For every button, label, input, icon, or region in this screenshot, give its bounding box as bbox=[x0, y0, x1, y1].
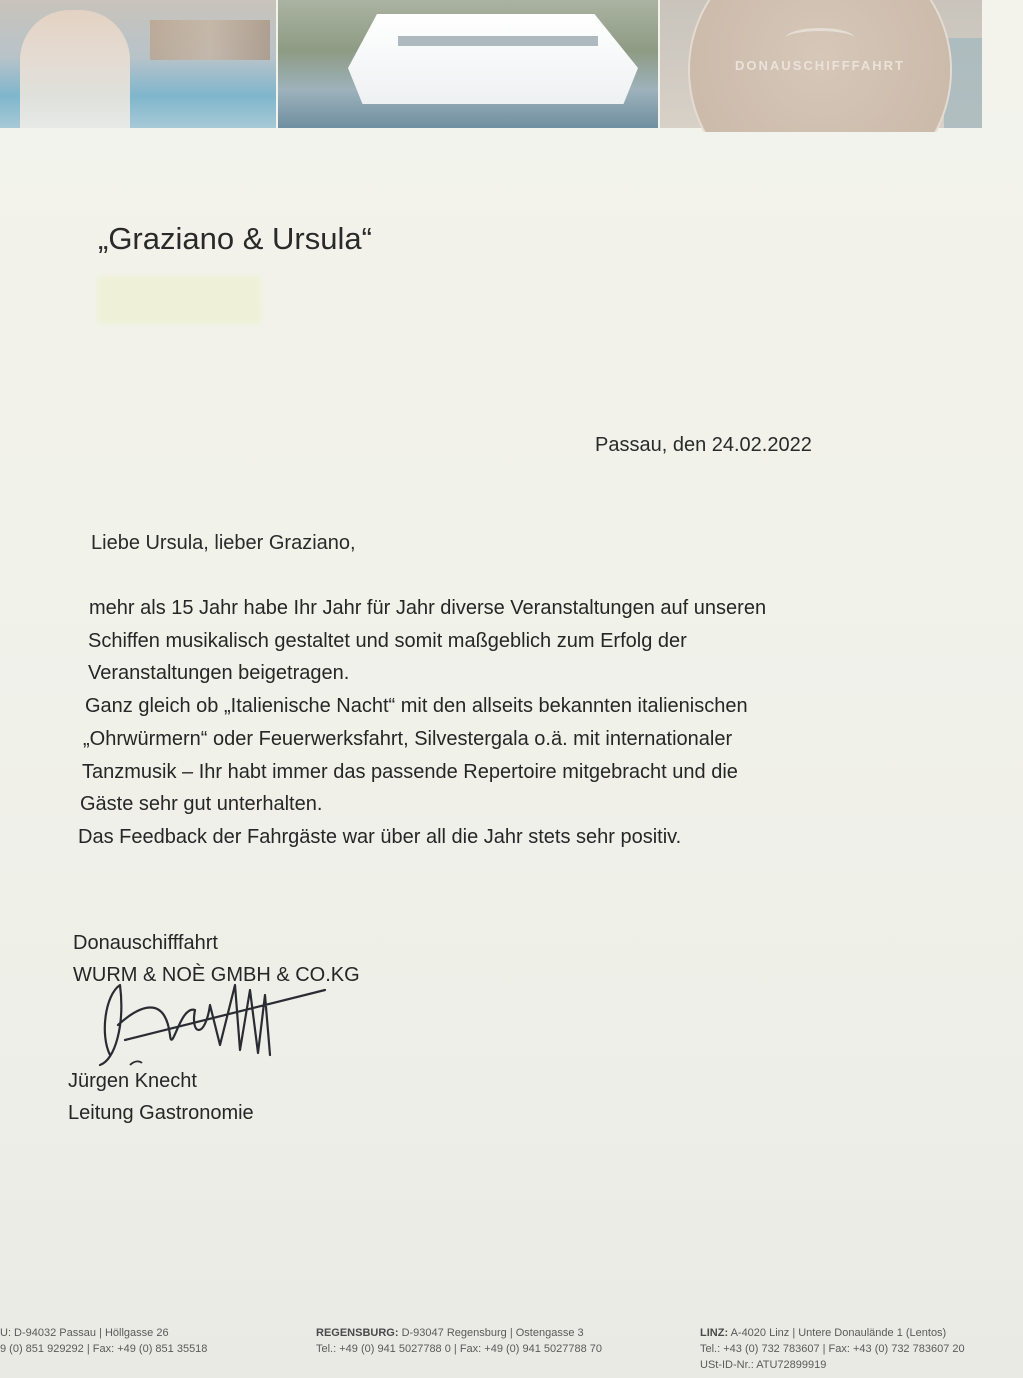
photo-ship bbox=[278, 0, 658, 128]
ship-icon bbox=[348, 14, 638, 104]
photo-strip bbox=[944, 38, 982, 128]
wave-logo-icon bbox=[785, 28, 855, 49]
footer-regensburg-address: D-93047 Regensburg | Ostengasse 3 bbox=[401, 1327, 584, 1339]
footer-linz-address: A-4020 Linz | Untere Donaulände 1 (Lentos) bbox=[730, 1327, 947, 1339]
body-line: Schiffen musikalisch gestaltet und somit maßgeblich zum Erfolg der bbox=[88, 629, 687, 652]
body-line: „Ohrwürmern“ oder Feuerwerksfahrt, Silvestergala o.ä. mit internationaler bbox=[83, 727, 733, 750]
redacted-address bbox=[97, 276, 261, 324]
footer-linz-address-line bbox=[700, 1325, 965, 1341]
body-line: mehr als 15 Jahr habe Ihr Jahr für Jahr diverse Veranstaltungen auf unseren bbox=[89, 597, 767, 619]
footer-regensburg-label: REGENSBURG: bbox=[316, 1327, 399, 1339]
signer-title: Leitung Gastronomie bbox=[68, 1102, 254, 1124]
footer-passau-address: U: D-94032 Passau | Höllgasse 26 bbox=[0, 1327, 169, 1339]
body-line: Tanzmusik – Ihr habt immer das passende Repertoire mitgebracht und die bbox=[82, 760, 738, 783]
photo-people-harbor bbox=[0, 0, 276, 128]
company-logo bbox=[690, 0, 950, 132]
letterhead-banner bbox=[0, 0, 1023, 132]
ship-deck-shape bbox=[398, 36, 598, 46]
footer-passau bbox=[0, 1325, 207, 1357]
footer-regensburg bbox=[316, 1325, 602, 1357]
photo-town-shape bbox=[150, 20, 270, 60]
salutation: Liebe Ursula, lieber Graziano, bbox=[91, 532, 356, 554]
body-line: Ganz gleich ob „Italienische Nacht“ mit den allseits bekannten italienischen bbox=[85, 695, 748, 718]
footer-linz-phone: Tel.: +43 (0) 732 783607 | Fax: +43 (0) 732 783607 20 bbox=[700, 1343, 965, 1355]
photo-person-shape bbox=[20, 10, 130, 128]
footer-linz-vat: USt-ID-Nr.: ATU72899919 bbox=[700, 1359, 827, 1371]
body-line: Gäste sehr gut unterhalten. bbox=[80, 793, 323, 816]
footer-passau-phone: 9 (0) 851 929292 | Fax: +49 (0) 851 35518 bbox=[0, 1343, 208, 1355]
footer-regensburg-address-line bbox=[316, 1325, 602, 1341]
body-line: Veranstaltungen beigetragen. bbox=[88, 662, 350, 685]
company-name-line1: Donauschifffahrt bbox=[73, 932, 218, 954]
footer-linz-label: LINZ: bbox=[700, 1327, 729, 1339]
logo-text: DONAUSCHIFFFAHRT bbox=[735, 58, 905, 73]
company-name-line2: WURM & NOÈ GMBH & CO.KG bbox=[73, 964, 360, 986]
body-line: Das Feedback der Fahrgäste war über all die Jahr stets sehr positiv. bbox=[78, 825, 682, 848]
signer-block bbox=[68, 1065, 254, 1129]
footer-linz bbox=[700, 1325, 965, 1373]
letter-body bbox=[78, 592, 898, 854]
recipient-name: „Graziano & Ursula“ bbox=[98, 221, 372, 256]
signer-name: Jürgen Knecht bbox=[68, 1070, 197, 1092]
footer-regensburg-phone: Tel.: +49 (0) 941 5027788 0 | Fax: +49 (0) 941 5027788 70 bbox=[316, 1343, 603, 1355]
letter-date: Passau, den 24.02.2022 bbox=[595, 434, 812, 456]
